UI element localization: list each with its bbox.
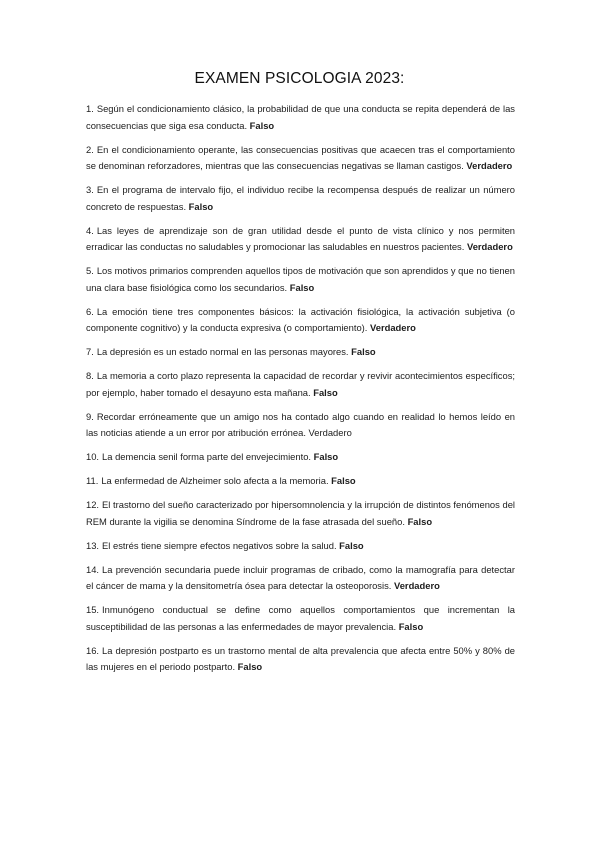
question-answer: Falso (407, 515, 433, 527)
question-number: 4. (86, 224, 94, 236)
question-text: La emoción tiene tres componentes básicos: la activación fisiológica, la activación subjetiva (o componente cognitivo) y la conducta expresiva (o comportamiento). (86, 305, 515, 333)
question-item (86, 497, 515, 530)
question-text: Recordar erróneamente que un amigo nos ha contado algo cuando en realidad lo hemos leído en las noticias atiende a un error por atribución errónea. (86, 410, 515, 438)
question-number: 1. (86, 103, 94, 114)
question-item (86, 142, 515, 175)
question-number: 13. (86, 539, 100, 551)
question-item (86, 344, 515, 361)
question-answer: Falso (237, 661, 263, 672)
question-answer: Falso (249, 119, 275, 131)
question-number: 6. (86, 305, 94, 317)
question-text: La demencia senil forma parte del envejecimiento. (102, 451, 312, 462)
question-text: La depresión postparto es un trastorno mental de alta prevalencia que afecta entre 50% y 80% de las mujeres en el periodo postparto. (86, 644, 515, 672)
question-item (86, 409, 515, 442)
question-number: 9. (86, 410, 94, 422)
question-text: El estrés tiene siempre efectos negativos sobre la salud. (102, 539, 337, 551)
question-text: La memoria a corto plazo representa la capacidad de recordar y revivir acontecimientos específicos; por ejemplo, haber tomado el desayuno esta mañana. (86, 370, 515, 398)
question-answer: Falso (289, 281, 315, 293)
question-list (86, 101, 515, 683)
question-text: La enfermedad de Alzheimer solo afecta a la memoria. (101, 475, 329, 486)
question-answer: Verdadero (466, 160, 513, 171)
question-answer: Falso (398, 620, 424, 632)
question-text: En el programa de intervalo fijo, el individuo recibe la recompensa después de realizar un número concreto de respuestas. (86, 184, 515, 212)
question-answer: Verdadero (466, 241, 513, 252)
question-text: Según el condicionamiento clásico, la probabilidad de que una conducta se repita dependerá de las consecuencias que siga esa conducta. (86, 103, 515, 131)
question-number: 15. (86, 604, 100, 615)
question-text: En el condicionamiento operante, las consecuencias positivas que acaecen tras el comportamiento se denominan reforzadores, mientras que las consecuencias negativas se llaman castigos. (86, 143, 515, 171)
question-number: 11. (86, 475, 99, 486)
question-number: 16. (86, 644, 100, 656)
question-number: 12. (86, 499, 100, 510)
question-item (86, 263, 515, 296)
question-text: Inmunógeno conductual se define como aquellos comportamientos que incrementan la susceptibilidad de las personas a las enfermedades de mayor prevalencia. (86, 604, 515, 632)
question-answer: Falso (351, 346, 376, 357)
question-item (86, 602, 515, 635)
question-item (86, 368, 515, 401)
question-number: 7. (86, 346, 94, 357)
question-number: 2. (86, 143, 94, 155)
question-item (86, 223, 515, 256)
question-number: 8. (86, 370, 94, 381)
question-answer: Falso (313, 451, 339, 462)
question-number: 3. (86, 184, 94, 195)
question-number: 14. (86, 563, 100, 575)
question-text: La depresión es un estado normal en las personas mayores. (96, 346, 349, 357)
question-item (86, 304, 515, 337)
question-number: 5. (86, 265, 94, 276)
question-answer: Falso (188, 200, 214, 212)
question-answer: Falso (339, 539, 364, 551)
question-answer: Verdadero (370, 322, 416, 333)
question-item (86, 101, 515, 134)
question-text: La prevención secundaria puede incluir programas de cribado, como la mamografía para detectar el cáncer de mama y la densitometría ósea para detectar la osteoporosis. (86, 563, 515, 591)
page-title: EXAMEN PSICOLOGIA 2023: (194, 70, 405, 87)
question-answer: Falso (313, 386, 338, 398)
question-answer: Verdadero (393, 580, 440, 591)
question-answer: Verdadero (308, 427, 352, 438)
question-number: 10. (86, 451, 100, 462)
question-item (86, 562, 515, 595)
question-item (86, 473, 515, 490)
question-item (86, 538, 515, 555)
question-text: Las leyes de aprendizaje son de gran utilidad desde el punto de vista clínico y nos permiten erradicar las conductas no saludables y promocionar las saludables en nuestros pacientes. (86, 224, 515, 252)
question-item (86, 449, 515, 466)
question-text: El trastorno del sueño caracterizado por hipersomnolencia y la irrupción de distintos fenómenos del REM durante la vigilia se denomina Síndrome de la fase atrasada del sueño. (86, 499, 515, 527)
question-text: Los motivos primarios comprenden aquellos tipos de motivación que son aprendidos y que no tienen una clara base fisiológica como los secundarios. (86, 265, 515, 293)
question-item (86, 643, 515, 676)
question-answer: Falso (331, 475, 356, 486)
question-item (86, 182, 515, 215)
